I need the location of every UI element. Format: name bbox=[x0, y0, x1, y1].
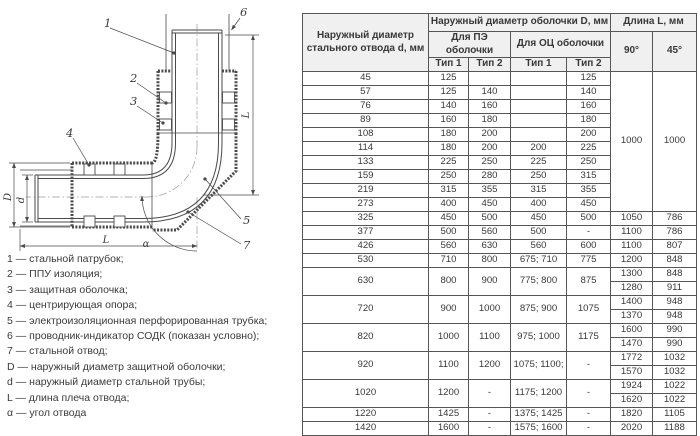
cell-length-90: 1370 bbox=[611, 310, 653, 324]
cell-length-90: 1570 bbox=[611, 366, 653, 380]
cell-pe-type2: 200 bbox=[469, 128, 511, 142]
cell-length-90: 1820 bbox=[611, 408, 653, 422]
callout-leaders bbox=[73, 18, 241, 244]
table-row bbox=[303, 268, 697, 282]
dim-label-alpha: α bbox=[142, 239, 150, 250]
cell-pe-type2: 200 bbox=[469, 142, 511, 156]
cell-d: 133 bbox=[303, 156, 429, 170]
cell-pe-type1: 125 bbox=[429, 86, 469, 100]
cell-d: 630 bbox=[303, 268, 429, 296]
cell-oc-type2: 600 bbox=[567, 240, 611, 254]
cell-d: 219 bbox=[303, 184, 429, 198]
callout-2: 2 bbox=[130, 71, 138, 85]
cell-pe-type2: 800 bbox=[469, 254, 511, 268]
cell-oc-type2: 315 bbox=[567, 170, 611, 184]
cell-pe-type2: 900 bbox=[469, 268, 511, 296]
cell-pe-type1: 560 bbox=[429, 240, 469, 254]
spec-table bbox=[302, 13, 697, 436]
cell-pe-type2: 1000 bbox=[469, 296, 511, 324]
legend-item: 1 — стальной патрубок; bbox=[7, 253, 124, 265]
cell-length-90: 1400 bbox=[611, 296, 653, 310]
cell-oc-type2: 200 bbox=[567, 128, 611, 142]
cell-pe-type2: 250 bbox=[469, 156, 511, 170]
cell-length-90: 1280 bbox=[611, 282, 653, 296]
cell-pe-type1: 450 bbox=[429, 212, 469, 226]
cell-pe-type1: 250 bbox=[429, 170, 469, 184]
cell-length-90: 1600 bbox=[611, 324, 653, 338]
cell-length-45: 1032 bbox=[653, 352, 697, 366]
cell-oc-type1: 975; 1000 bbox=[511, 324, 567, 352]
legend-item: 4 — центрирующая опора; bbox=[7, 299, 138, 312]
cell-pe-type2: 560 bbox=[469, 226, 511, 240]
cell-pe-type1: 225 bbox=[429, 156, 469, 170]
cell-d: 1020 bbox=[303, 380, 429, 408]
cell-pe-type1: 900 bbox=[429, 296, 469, 324]
cell-pe-type2: 450 bbox=[469, 198, 511, 212]
cell-pe-type1: 400 bbox=[429, 198, 469, 212]
cell-oc-type2: - bbox=[567, 408, 611, 422]
cell-length-90: 2020 bbox=[611, 422, 653, 436]
callout-7: 7 bbox=[243, 238, 251, 252]
cell-d: 89 bbox=[303, 114, 429, 128]
table-row bbox=[303, 408, 697, 422]
callout-1: 1 bbox=[104, 16, 112, 30]
cell-pe-type1: 160 bbox=[429, 114, 469, 128]
dim-label-L-bottom: L bbox=[102, 235, 110, 246]
cell-oc-type1: 560 bbox=[511, 240, 567, 254]
cell-length-45: 990 bbox=[653, 324, 697, 338]
cell-pe-type1: 315 bbox=[429, 184, 469, 198]
callout-3: 3 bbox=[130, 94, 138, 108]
cell-pe-type2: 1200 bbox=[469, 352, 511, 380]
header-angle-45: 45° bbox=[653, 32, 697, 72]
cell-length-45: 1022 bbox=[653, 380, 697, 394]
cell-oc-type1: 1375; 1425 bbox=[511, 408, 567, 422]
table-row bbox=[303, 212, 697, 226]
table-row bbox=[303, 380, 697, 394]
cell-oc-type1 bbox=[511, 128, 567, 142]
cell-pe-type1: 1425 bbox=[429, 408, 469, 422]
cell-length-45: 848 bbox=[653, 268, 697, 282]
table-row bbox=[303, 352, 697, 366]
cell-pe-type1: 500 bbox=[429, 226, 469, 240]
cell-pe-type1: 1600 bbox=[429, 422, 469, 436]
cell-oc-type2: 180 bbox=[567, 114, 611, 128]
legend-item: 5 — электроизоляционная перфорированная трубка; bbox=[7, 314, 268, 327]
cell-pe-type2: 280 bbox=[469, 170, 511, 184]
legend bbox=[7, 252, 301, 421]
casing-joints bbox=[152, 133, 236, 227]
cell-oc-type1 bbox=[511, 86, 567, 100]
cell-d: 1420 bbox=[303, 422, 429, 436]
cell-oc-type2: - bbox=[567, 380, 611, 408]
cell-pe-type1: 800 bbox=[429, 268, 469, 296]
cell-d: 76 bbox=[303, 100, 429, 114]
centerlines bbox=[26, 24, 197, 251]
cell-pe-type1: 140 bbox=[429, 100, 469, 114]
legend-item: D — наружный диаметр защитной оболочки; bbox=[7, 360, 226, 373]
header-pe-type2: Тип 2 bbox=[469, 58, 511, 72]
cell-pe-type2 bbox=[469, 72, 511, 86]
cell-length-45: 1000 bbox=[653, 72, 697, 212]
callout-6: 6 bbox=[240, 5, 248, 19]
sodk-wires bbox=[20, 14, 229, 226]
cell-pe-type2: - bbox=[469, 408, 511, 422]
cell-pe-type1: 180 bbox=[429, 128, 469, 142]
cell-length-45: 786 bbox=[653, 226, 697, 240]
cell-pe-type2: 630 bbox=[469, 240, 511, 254]
cell-length-90: 1100 bbox=[611, 240, 653, 254]
header-oc-type2: Тип 2 bbox=[567, 58, 611, 72]
cell-length-90: 1300 bbox=[611, 268, 653, 282]
cell-d: 57 bbox=[303, 86, 429, 100]
cell-pe-type2: 140 bbox=[469, 86, 511, 100]
cell-pe-type2: 355 bbox=[469, 184, 511, 198]
header-steel-diameter: Наружный диаметр стального отвода d, мм bbox=[303, 14, 429, 72]
cell-length-45: 1022 bbox=[653, 394, 697, 408]
cell-d: 530 bbox=[303, 254, 429, 268]
cell-d: 114 bbox=[303, 142, 429, 156]
cell-d: 273 bbox=[303, 198, 429, 212]
cell-oc-type2: 160 bbox=[567, 100, 611, 114]
cell-oc-type2: - bbox=[567, 352, 611, 380]
legend-item: L — длина плеча отвода; bbox=[7, 391, 130, 404]
cell-length-90: 1924 bbox=[611, 380, 653, 394]
cell-length-45: 848 bbox=[653, 254, 697, 268]
spec-table-body bbox=[303, 72, 697, 436]
cell-d: 377 bbox=[303, 226, 429, 240]
cell-pe-type1: 180 bbox=[429, 142, 469, 156]
cell-length-45: 911 bbox=[653, 282, 697, 296]
header-oc-type1: Тип 1 bbox=[511, 58, 567, 72]
cell-length-45: 807 bbox=[653, 240, 697, 254]
cell-oc-type1: 675; 710 bbox=[511, 254, 567, 268]
cell-length-90: 1620 bbox=[611, 394, 653, 408]
cell-oc-type2: 225 bbox=[567, 142, 611, 156]
table-row bbox=[303, 240, 697, 254]
cell-length-90: 1200 bbox=[611, 254, 653, 268]
cell-oc-type1: 775; 800 bbox=[511, 268, 567, 296]
elbow-technical-drawing bbox=[0, 0, 302, 256]
header-pe-shell: Для ПЭ оболочки bbox=[429, 32, 511, 58]
cell-length-45: 1032 bbox=[653, 366, 697, 380]
callout-5: 5 bbox=[243, 213, 251, 227]
cell-pe-type1: 710 bbox=[429, 254, 469, 268]
cell-oc-type2: 125 bbox=[567, 72, 611, 86]
cell-d: 1220 bbox=[303, 408, 429, 422]
table-row bbox=[303, 296, 697, 310]
cell-pe-type2: 160 bbox=[469, 100, 511, 114]
cell-oc-type1: 1575; 1600 bbox=[511, 422, 567, 436]
cell-pe-type2: - bbox=[469, 422, 511, 436]
cell-d: 920 bbox=[303, 352, 429, 380]
cell-length-45: 1105 bbox=[653, 408, 697, 422]
cell-oc-type1: 450 bbox=[511, 212, 567, 226]
cell-d: 426 bbox=[303, 240, 429, 254]
cell-oc-type2: 500 bbox=[567, 212, 611, 226]
legend-item: 7 — стальной отвод; bbox=[7, 345, 108, 358]
cell-pe-type1: 125 bbox=[429, 72, 469, 86]
legend-item: 3 — защитная оболочка; bbox=[7, 283, 128, 296]
cell-pe-type2: 180 bbox=[469, 114, 511, 128]
cell-oc-type2: - bbox=[567, 422, 611, 436]
cell-pe-type2: - bbox=[469, 380, 511, 408]
header-angle-90: 90° bbox=[611, 32, 653, 72]
cell-oc-type1 bbox=[511, 72, 567, 86]
cell-d: 325 bbox=[303, 212, 429, 226]
table-row bbox=[303, 226, 697, 240]
header-shell-diameter: Наружный диаметр оболочки D, мм bbox=[429, 14, 611, 32]
cell-pe-type1: 1100 bbox=[429, 352, 469, 380]
table-row bbox=[303, 72, 697, 86]
cell-oc-type2: - bbox=[567, 226, 611, 240]
cell-length-45: 1188 bbox=[653, 422, 697, 436]
cell-oc-type1 bbox=[511, 114, 567, 128]
spec-table-container bbox=[302, 13, 697, 436]
dim-label-d: d bbox=[16, 196, 27, 204]
cell-length-90: 1000 bbox=[611, 72, 653, 212]
cell-oc-type2: 1175 bbox=[567, 324, 611, 352]
cell-oc-type1: 500 bbox=[511, 226, 567, 240]
cell-pe-type1: 1000 bbox=[429, 324, 469, 352]
cell-length-90: 1050 bbox=[611, 212, 653, 226]
table-row bbox=[303, 422, 697, 436]
cell-oc-type1: 250 bbox=[511, 170, 567, 184]
cell-d: 820 bbox=[303, 324, 429, 352]
cell-oc-type1: 200 bbox=[511, 142, 567, 156]
callout-4: 4 bbox=[66, 126, 74, 140]
cell-oc-type1 bbox=[511, 100, 567, 114]
dim-label-L-right: L bbox=[241, 111, 252, 119]
cell-d: 108 bbox=[303, 128, 429, 142]
steel-pipe-outline bbox=[35, 30, 222, 222]
legend-item: d — наружный диаметр стальной трубы; bbox=[7, 376, 206, 389]
cell-length-45: 948 bbox=[653, 310, 697, 324]
cell-length-90: 1100 bbox=[611, 226, 653, 240]
header-pe-type1: Тип 1 bbox=[429, 58, 469, 72]
legend-item: α — угол отвода bbox=[7, 407, 87, 420]
cell-oc-type1: 875; 900 bbox=[511, 296, 567, 324]
cell-oc-type2: 1075 bbox=[567, 296, 611, 324]
cell-length-90: 1470 bbox=[611, 338, 653, 352]
cell-oc-type2: 450 bbox=[567, 198, 611, 212]
cell-d: 720 bbox=[303, 296, 429, 324]
cell-length-90: 1772 bbox=[611, 352, 653, 366]
cell-pe-type2: 1100 bbox=[469, 324, 511, 352]
cell-length-45: 990 bbox=[653, 338, 697, 352]
cell-d: 159 bbox=[303, 170, 429, 184]
dim-label-D: D bbox=[3, 192, 14, 202]
cell-pe-type2: 500 bbox=[469, 212, 511, 226]
legend-item: 6 — проводник-индикатор СОДК (показан условно); bbox=[7, 330, 260, 343]
cell-length-45: 786 bbox=[653, 212, 697, 226]
cell-d: 45 bbox=[303, 72, 429, 86]
cell-length-45: 948 bbox=[653, 296, 697, 310]
cell-oc-type1: 225 bbox=[511, 156, 567, 170]
header-length: Длина L, мм bbox=[611, 14, 697, 32]
cell-oc-type1: 400 bbox=[511, 198, 567, 212]
table-row bbox=[303, 254, 697, 268]
cell-oc-type1: 1075; 1100; bbox=[511, 352, 567, 380]
cell-oc-type1: 1175; 1200 bbox=[511, 380, 567, 408]
header-oc-shell: Для ОЦ оболочки bbox=[511, 32, 611, 58]
cell-oc-type2: 775 bbox=[567, 254, 611, 268]
table-row bbox=[303, 324, 697, 338]
cell-pe-type1: 1200 bbox=[429, 380, 469, 408]
cell-oc-type1: 315 bbox=[511, 184, 567, 198]
cell-oc-type2: 250 bbox=[567, 156, 611, 170]
cell-oc-type2: 355 bbox=[567, 184, 611, 198]
legend-item: 2 — ППУ изоляция; bbox=[7, 268, 103, 281]
cell-oc-type2: 140 bbox=[567, 86, 611, 100]
cell-oc-type2: 875 bbox=[567, 268, 611, 296]
spec-table-header bbox=[303, 14, 697, 72]
